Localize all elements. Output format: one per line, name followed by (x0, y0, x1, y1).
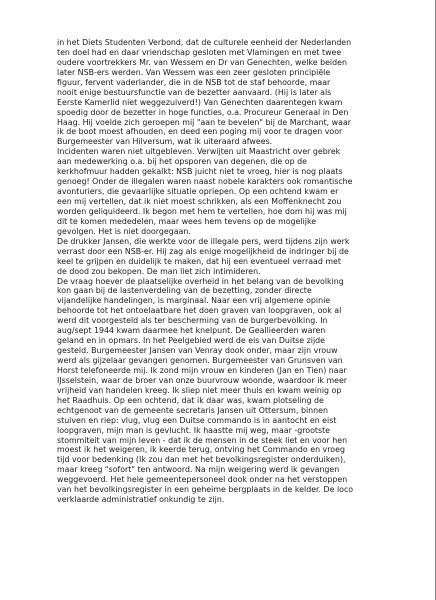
text-line: aug/sept 1944 kwam daarmee het knelpunt. De Geallieerden waren (57, 326, 326, 336)
text-line: Burgemeester van Hilversum, wat ik uiteraard afwees. (57, 137, 273, 147)
text-line: werd als gijzelaar gevangen genomen. Burgemeester van Grunsven van (57, 356, 343, 365)
text-line: ik de boot moest afhouden, en deed een poging mij voor te dragen voor (57, 127, 343, 137)
text-line: gesteld. Burgemeester Jansen van Venray dook onder, maar zijn vrouw (57, 346, 338, 356)
text-line: dit te komen mededelen, maar wees hem tevens op de mogelijke (57, 216, 317, 226)
text-line: kon gaan bij de lastenverdeling van de bezetting, zonder directe (57, 286, 312, 296)
text-line: moest ik het weigeren, ik keerde terug, ontving het Commando en vroeg (57, 445, 345, 455)
text-line: Haag. Hij voelde zich geroepen mij "aan te bevelen" bij de Marchant, waar (57, 117, 352, 127)
text-line: een mij vertellen, dat ik niet moest schrikken, als een Moffenknecht zou (57, 197, 342, 206)
text-line: verrast door een NSB-er. Hij zag als enige mogelijkheid de indringer bij de (57, 246, 349, 256)
text-line: geland en in opmars. In het Peelgebied werd de eis van Duitse zijde (57, 336, 325, 346)
text-line: Horst telefoneerde mij. Ik zond mijn vrouw en kinderen (Jan en Tien) naar (57, 365, 347, 375)
text-line: het Raadhuis. Op een ochtend, dat ik daar was, kwam plotseling de (57, 395, 324, 405)
text-line: genoeg! Onder de illegalen waren naast nobele karakters ook romantische (57, 177, 353, 187)
text-line: spoedig door de bezetter in hoge functies, o.a. Procureur Generaal in Den (57, 107, 349, 117)
text-line: loopgraven, mijn man is gevlucht. Ik haastte mij weg, maar -grootste (57, 425, 331, 435)
text-line: verklaarde administratief onkundig te zijn. (57, 495, 225, 505)
text-line: stommiteit van mijn leven - dat ik de mensen in de steek liet en voor hen (57, 435, 348, 445)
text-line: nooit enige bestuursfunctie van de bezetter aanvaard. (Hij is later als (57, 87, 332, 97)
text-line: weggevoerd. Het hele gemeentepersoneel dook onder na het verstoppen (57, 475, 348, 485)
text-line: werd dit voorgesteld als ter bescherming van de burgerbevolking. In (57, 316, 328, 326)
text-line: aan medewerking o.a. bij het opsporen van degenen, die op de (57, 157, 307, 167)
text-line: vrijheid van handelen kreeg. Ik sliep niet meer thuis en kwam weinig op (57, 385, 342, 395)
text-line: in het Diets Studenten Verbond, dat de culturele eenheid der Nederlanden (57, 38, 352, 47)
text-line: Eerste Kamerlid niet weggezuiverd!) Van Genechten daarentegen kwam (57, 97, 343, 107)
text-line: de dood zou bekopen. De man liet zich intimideren. (57, 266, 261, 276)
text-line: van het bevolkingsregister in een geheime bergplaats in de kelder. De loco (57, 485, 354, 495)
text-line: De vraag hoever de plaatselijke overheid in het belang van de bevolking (57, 276, 344, 286)
text-line: kerkhofmuur hadden gekalkt: NSB juicht niet te vroeg, hier is nog plaats (57, 167, 343, 177)
text-line: later NSB-ers werden. Van Wessem was een zeer gesloten principiële (57, 67, 331, 77)
body-text (57, 38, 436, 505)
text-line: figuur, fervent vaderlander, die in de NSB tot de staf behoorde, maar (57, 77, 331, 87)
text-line: echtgenoot van de gemeente secretaris Jansen uit Ottersum, binnen (57, 405, 328, 415)
text-line: keel te grijpen en duidelijk te maken, dat hij een eventueel verraad met (57, 256, 341, 266)
text-line: maar kreeg "sofort" ten antwoord. Na mijn weigering werd ik gevangen (57, 465, 340, 475)
text-line: worden geliquideerd. Ik begon met hem te vertellen, hoe dom hij was mij (57, 206, 347, 216)
text-line: oudere voortrekkers Mr. van Wessem en Dr van Genechten, welke beiden (57, 57, 347, 67)
text-line: ten doel had en daar vriendschap gesloten met Vlamingen en met twee (57, 47, 342, 57)
text-line: Incidenten waren niet uitgebleven. Verwijten uit Maastricht over gebrek (57, 147, 341, 157)
text-line: behoorde tot het ontoelaatbare het doen graven van loopgraven, ook al (57, 306, 342, 316)
text-line: IJsselstein, waar de broer van onze buurvrouw woonde, waardoor ik meer (57, 375, 348, 385)
text-line: gevolgen. Het is niet doorgegaan. (57, 226, 191, 236)
text-line: tijd voor bedenking (Ik zou dan met het bevolkingsregister onderduiken), (57, 455, 346, 465)
text-line: vijandelijke handelingen, is marginaal. Naar een vrij algemene opinie (57, 296, 331, 306)
text-line: stuiven en riep: vlug, vlug een Duitse commando is in aantocht en eist (57, 415, 337, 425)
text-line: De drukker Jansen, die werkte voor de illegale pers, werd tijdens zijn werk (57, 236, 350, 246)
text-line: avonturiers, die gevaarlijke situatie opriepen. Op een ochtend kwam er (57, 187, 339, 197)
